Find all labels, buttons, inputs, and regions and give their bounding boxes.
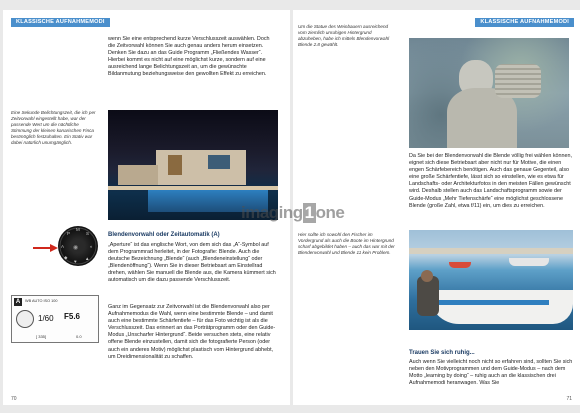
svg-text:A: A: [61, 244, 65, 249]
watermark-word: imaging: [241, 203, 303, 222]
intro-paragraph: wenn Sie eine entsprechend kurze Verschlusszeit auswählen. Doch die Zeitvorwahl können Sie auch genau anders herum einsetzen. Denken Sie dazu an das Guide Programm „Fließendes Wasser“. Hierbei kommt es nicht auf eine möglichst kurze, sondern auf eine ausreichend lange Belichtungszeit an, um die gewünschte Bildanmutung beziehungsweise den gewollten Effekt zu erreichen.: [108, 36, 270, 78]
section-header-tag: KLASSISCHE AUFNAHMEMODI: [11, 18, 110, 27]
right-paragraph-2: Auch wenn Sie vielleicht noch nicht so erfahren sind, sollten Sie sich neben den Motivprogrammen und dem Guide-Modus – nach dem Motto „learning by doing“ – ruhig auch an die klassischen drei Aufnahmemodi heranwagen. Was Sie: [409, 359, 573, 387]
svg-text:M: M: [76, 227, 80, 232]
page-number-right: 71: [566, 396, 572, 402]
watermark-suffix: one: [315, 203, 345, 222]
wine-farmer-statue-photo: [409, 38, 569, 148]
svg-text:♥: ♥: [74, 259, 77, 264]
svg-text:S: S: [86, 231, 90, 236]
right-paragraph-1: Da Sie bei der Blendenvorwahl die Blende völlig frei wählen können, eignet sich diese Betriebsart aber nicht nur für Motive, die einen engen Schärfebereich benötigen. Auch das genaue Gegenteil, also eine große Schärfentiefe, lässt sich so einstellen, wie es etwa für Landschafts- oder Architekturfotos in den meisten Fällen gewünscht wird. Deshalb stellen auch das Landschaftsprogramm sowie der Guide-Modus „Mehr Tiefenschärfe“ eine möglichst geschlossene Blende (große Zahl, etwa f/11) ein, um dies zu erreichen.: [409, 153, 573, 209]
section-title-aperture: Blendenvorwahl oder Zeitautomatik (A): [108, 232, 220, 238]
svg-text:P: P: [67, 231, 71, 236]
lcd-shutter: 1/60: [38, 314, 54, 323]
watermark-logo: [241, 203, 344, 223]
statue-caption: Um die Statue des Weinbauern ausreichend vom ziemlich unruhigen Hintergrund abzuheben, habe ich mittels Blendenvorwahl Blende 2.8 gewählt.: [298, 24, 390, 47]
lcd-aperture-icon: [16, 310, 34, 328]
svg-text:◆: ◆: [64, 255, 68, 260]
camera-lcd-screen: [11, 295, 99, 343]
lcd-bottom-left: [ 335]: [36, 334, 47, 339]
lcd-mode-badge: A: [15, 299, 21, 305]
right-page: [241, 10, 580, 405]
night-photo-caption: Eine Sekunde Belichtungszeit, die ich per Zeitvorwahl eingestellt habe, war der passende Wert um die nächtliche Stimmung der kleinen kanarischen Finca bestmöglich festzuhalten. Ein Stativ war dabei natürlich unumgänglich.: [11, 110, 96, 145]
aperture-paragraph: „Aperture“ ist das englische Wort, von dem sich das „A“-Symbol auf dem Programmrad herleitet, in der Fotografie: Blende. Auch die deutsche Bezeichnung „Blende“ (auch „Blendeneinstellung“ oder „Blendenöffnung“). Wenn Sie in dieser Betriebsart am Einstellrad drehen, wählen Sie manuell die Blende aus, die Kamera kümmert sich automatisch um die dazu passende Verschlusszeit.: [108, 242, 276, 284]
svg-text:▲: ▲: [85, 256, 90, 261]
aperture-paragraph-2: Ganz im Gegensatz zur Zeitvorwahl ist die Blendenvorwahl also per Aufnahmemodus die Wahl, wenn eine bestimmte Blende – und damit auch eine bestimmte Schärfentiefe – für das Foto wichtig ist als die Verschlusszeit. Das erinnert an das Porträtprogramm oder den Guide-Modus „Unscharfer Hintergrund“. Beide versuchen stets, eine relativ offene Blende einzustellen, damit sich die fotografierte Person (oder auch ein anderes Motiv) möglichst plastisch vom Hintergrund abhebt, um Dreidimensionalität zu schaffen.: [108, 304, 276, 360]
watermark-box: 1: [304, 203, 314, 222]
lcd-aperture: F5.6: [64, 312, 81, 321]
fisher-caption: Hier sollte ich sowohl den Fischer im Vordergrund als auch die Boote im Hintergrund scharf abgebildet haben – auch das war mit der Blendenvorwahl und Blende 11 kein Problem.: [298, 232, 395, 255]
lcd-top-info: WB AUTO ISO 100: [25, 299, 58, 303]
page-number-left: 70: [11, 396, 17, 402]
red-arrow-icon: [33, 243, 59, 253]
svg-text:◐: ◐: [90, 244, 93, 249]
fisherman-boats-photo: [409, 230, 573, 330]
svg-text:◉: ◉: [73, 245, 79, 251]
section-header-tag-right: KLASSISCHE AUFNAHMEMODI: [475, 18, 574, 27]
section-title-trauen: Trauen Sie sich ruhig...: [409, 350, 475, 356]
lcd-bottom-right: 0.0: [76, 334, 82, 339]
mode-dial-image: [58, 226, 98, 266]
